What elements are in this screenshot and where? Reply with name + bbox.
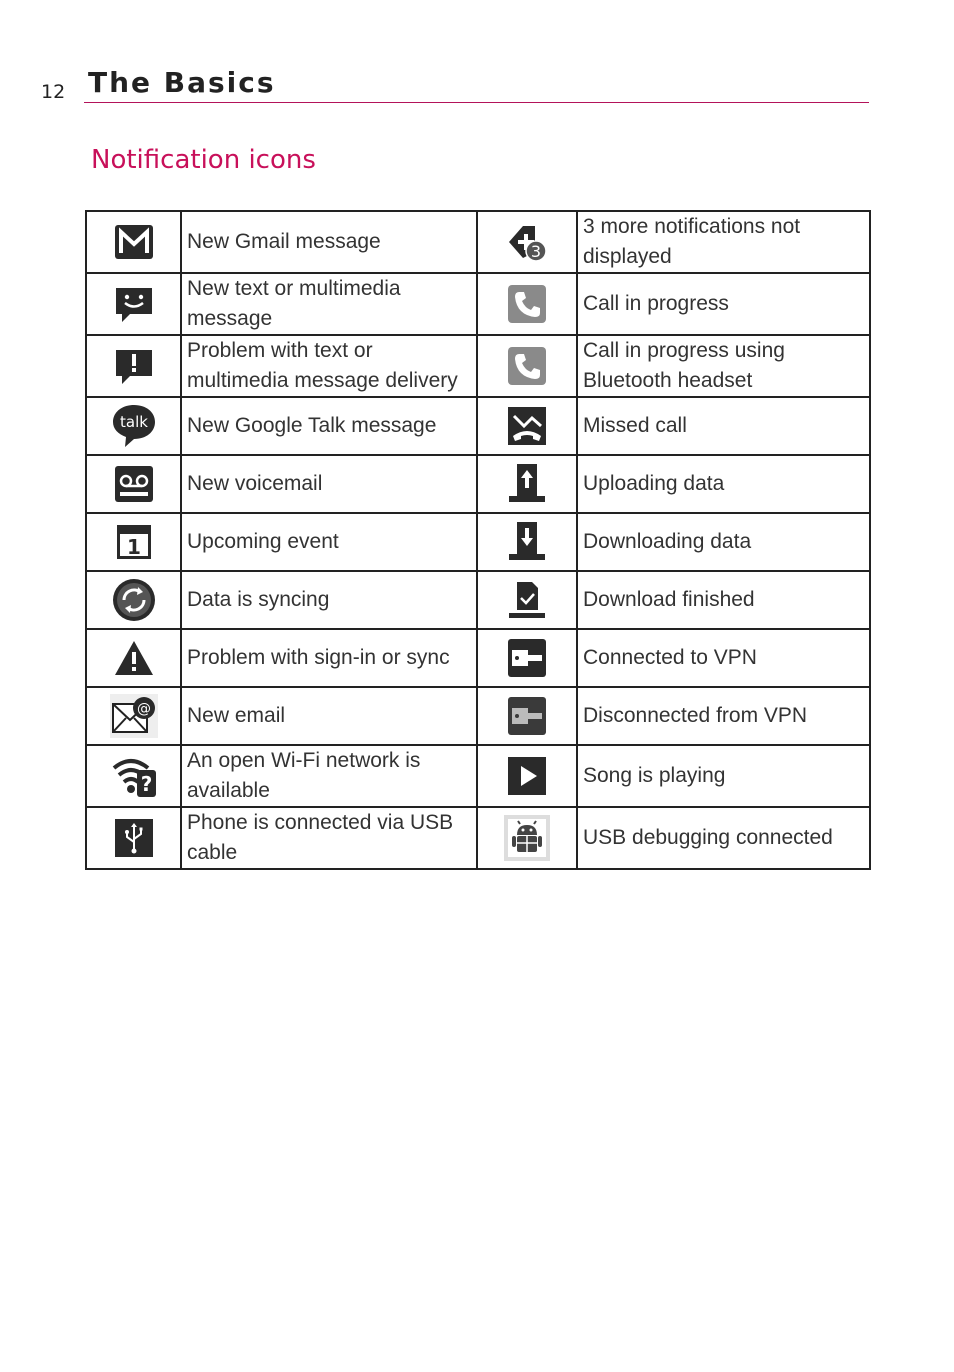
- usb-debugging-icon: [504, 815, 550, 861]
- table-row: [86, 455, 870, 513]
- play-icon: [507, 756, 547, 796]
- notification-icons-table: [85, 210, 871, 870]
- description: New Google Talk message: [181, 397, 477, 455]
- icon-cell: [477, 397, 577, 455]
- description: 3 more notifications not displayed: [577, 211, 870, 273]
- header-divider: [84, 102, 869, 103]
- voicemail-icon: [114, 464, 154, 504]
- icon-cell: [477, 629, 577, 687]
- icon-cell: [477, 745, 577, 807]
- description: Missed call: [577, 397, 870, 455]
- usb-icon: [114, 818, 154, 858]
- table-row: [86, 571, 870, 629]
- icon-cell: [477, 211, 577, 273]
- calendar-day-text: 1: [126, 535, 141, 559]
- description: An open Wi-Fi network is available: [181, 745, 477, 807]
- table-row: [86, 513, 870, 571]
- download-finished-icon: [507, 580, 547, 620]
- download-icon: [507, 520, 547, 564]
- table-row: [86, 629, 870, 687]
- email-icon: [110, 694, 158, 738]
- description: USB debugging connected: [577, 807, 870, 869]
- description: Call in progress: [577, 273, 870, 335]
- icon-cell: [86, 571, 181, 629]
- icon-cell: [477, 807, 577, 869]
- vpn-disconnected-icon: [507, 696, 547, 736]
- more-notifications-icon: [507, 222, 547, 262]
- icon-cell: [477, 455, 577, 513]
- icon-cell: [86, 807, 181, 869]
- icon-cell: [86, 745, 181, 807]
- description: Song is playing: [577, 745, 870, 807]
- upload-icon: [507, 462, 547, 506]
- icon-cell: [477, 513, 577, 571]
- icon-cell: [86, 273, 181, 335]
- table-row: [86, 687, 870, 745]
- icon-cell: [86, 687, 181, 745]
- page-header-title: The Basics: [88, 66, 276, 99]
- icon-cell: [86, 513, 181, 571]
- description: Data is syncing: [181, 571, 477, 629]
- description: Upcoming event: [181, 513, 477, 571]
- sync-icon: [112, 578, 156, 622]
- description: Connected to VPN: [577, 629, 870, 687]
- vpn-connected-icon: [507, 638, 547, 678]
- section-title: Notification icons: [91, 145, 316, 175]
- description: New Gmail message: [181, 211, 477, 273]
- table-row: [86, 745, 870, 807]
- icon-cell: [477, 571, 577, 629]
- icon-cell: [477, 335, 577, 397]
- table-row: [86, 397, 870, 455]
- message-problem-icon: [114, 346, 154, 386]
- description: Call in progress using Bluetooth headset: [577, 335, 870, 397]
- svg-text:?: ?: [140, 772, 152, 796]
- open-wifi-icon: [111, 754, 157, 798]
- description: Problem with sign-in or sync: [181, 629, 477, 687]
- gmail-icon: [114, 222, 154, 262]
- icon-cell: [86, 211, 181, 273]
- missed-call-icon: [507, 406, 547, 446]
- more-count-text: 3: [530, 242, 542, 261]
- description: Download finished: [577, 571, 870, 629]
- description: Problem with text or multimedia message delivery: [181, 335, 477, 397]
- icon-cell: [86, 335, 181, 397]
- calendar-icon: [114, 522, 154, 562]
- icon-cell: [477, 687, 577, 745]
- table-row: [86, 273, 870, 335]
- bluetooth-call-icon: [507, 346, 547, 386]
- description: New text or multimedia message: [181, 273, 477, 335]
- table-row: [86, 335, 870, 397]
- description: New email: [181, 687, 477, 745]
- warning-icon: [114, 638, 154, 678]
- google-talk-icon: [111, 403, 157, 449]
- icon-cell: [477, 273, 577, 335]
- description: New voicemail: [181, 455, 477, 513]
- text-message-icon: [114, 284, 154, 324]
- description: Uploading data: [577, 455, 870, 513]
- description: Disconnected from VPN: [577, 687, 870, 745]
- svg-text:@: @: [136, 701, 151, 717]
- icon-cell: [86, 455, 181, 513]
- table-row: [86, 211, 870, 273]
- page-number: 12: [41, 81, 66, 103]
- icon-cell: [86, 397, 181, 455]
- description: Downloading data: [577, 513, 870, 571]
- icon-cell: [86, 629, 181, 687]
- call-in-progress-icon: [507, 284, 547, 324]
- table-row: [86, 807, 870, 869]
- description: Phone is connected via USB cable: [181, 807, 477, 869]
- talk-text: talk: [119, 413, 148, 431]
